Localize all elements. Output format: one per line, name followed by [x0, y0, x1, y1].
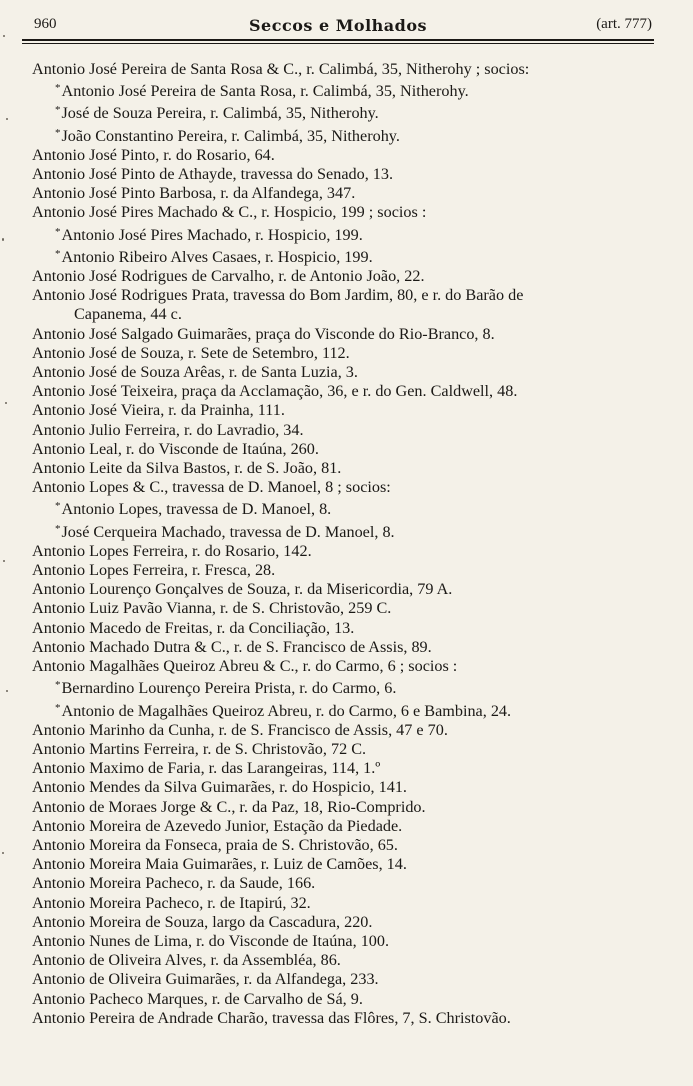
header-rule-thick — [22, 39, 654, 41]
entry-text: Antonio Julio Ferreira, r. do Lavradio, 34. — [32, 420, 304, 439]
entry-text: Antonio Moreira da Fonseca, praia de S. Christovão, 65. — [32, 835, 398, 854]
entry-text: Antonio Lopes Ferreira, r. Fresca, 28. — [32, 561, 276, 580]
entry-text: Antonio Lopes, travessa de D. Manoel, 8. — [61, 500, 332, 519]
partner-marker: * — [55, 225, 61, 238]
directory-entry — [0, 459, 693, 478]
directory-entry — [0, 561, 693, 580]
entry-text: Antonio Leal, r. do Visconde de Itaúna, 260. — [32, 439, 319, 458]
partner-entry — [0, 223, 693, 245]
directory-entry — [0, 759, 693, 778]
directory-entry — [0, 638, 693, 657]
print-speck — [6, 118, 8, 120]
entry-text: João Constantino Pereira, r. Calimbá, 35, Nitherohy. — [61, 126, 400, 145]
entry-text: José de Souza Pereira, r. Calimbá, 35, Nitherohy. — [61, 104, 379, 123]
entry-text: Antonio José de Souza, r. Sete de Setembro, 112. — [32, 343, 350, 362]
entry-text: Antonio José Pires Machado & C., r. Hospicio, 199 ; socios : — [32, 203, 427, 222]
directory-entry — [0, 932, 693, 951]
entry-text: Bernardino Lourenço Pereira Prista, r. do Carmo, 6. — [61, 679, 397, 698]
entry-text: Antonio Pereira de Andrade Charão, travessa das Flôres, 7, S. Christovão. — [32, 1008, 511, 1027]
directory-entry — [0, 836, 693, 855]
header-rule-thin — [22, 43, 654, 44]
directory-entry — [0, 913, 693, 932]
entry-text: Antonio José Teixeira, praça da Acclamação, 36, e r. do Gen. Caldwell, 48. — [32, 382, 518, 401]
directory-entry — [0, 344, 693, 363]
entry-text: Antonio Moreira Pacheco, r. da Saude, 166. — [32, 874, 316, 893]
directory-entry — [0, 599, 693, 618]
page-number: 960 — [34, 16, 57, 32]
partner-marker: * — [55, 679, 61, 692]
partner-marker: * — [55, 522, 61, 535]
directory-entry — [0, 1009, 693, 1028]
partner-entry — [0, 497, 693, 519]
entry-text: Antonio José Pinto Barbosa, r. da Alfandega, 347. — [32, 184, 356, 203]
partner-entry — [0, 101, 693, 123]
entry-text: Antonio José Salgado Guimarães, praça do Visconde do Rio-Branco, 8. — [32, 324, 495, 343]
entry-text: Antonio Nunes de Lima, r. do Visconde de Itaúna, 100. — [32, 931, 390, 950]
entry-text: Antonio Martins Ferreira, r. de S. Christovão, 72 C. — [32, 739, 367, 758]
partner-entry — [0, 245, 693, 267]
entry-text: Antonio Moreira de Azevedo Junior, Estação da Piedade. — [32, 816, 403, 835]
directory-entries — [0, 60, 693, 1028]
entry-text: Antonio Moreira Maia Guimarães, r. Luiz de Camões, 14. — [32, 855, 407, 874]
entry-text: Antonio de Moraes Jorge & C., r. da Paz, 18, Rio-Comprido. — [32, 797, 426, 816]
entry-continuation — [0, 305, 693, 324]
directory-entry — [0, 184, 693, 203]
directory-entry — [0, 363, 693, 382]
directory-entry — [0, 721, 693, 740]
directory-entry — [0, 60, 693, 79]
entry-text: Capanema, 44 c. — [74, 305, 182, 324]
directory-entry — [0, 542, 693, 561]
directory-entry — [0, 401, 693, 420]
print-speck — [2, 852, 4, 854]
partner-entry — [0, 699, 693, 721]
partner-marker: * — [55, 500, 61, 513]
entry-text: Antonio Leite da Silva Bastos, r. de S. João, 81. — [32, 459, 342, 478]
partner-marker: * — [55, 82, 61, 95]
entry-text: Antonio Moreira Pacheco, r. de Itapirú, 32. — [32, 893, 311, 912]
directory-entry — [0, 203, 693, 222]
entry-text: Antonio Lourenço Gonçalves de Souza, r. da Misericordia, 79 A. — [32, 580, 453, 599]
entry-text: Antonio Marinho da Cunha, r. de S. Francisco de Assis, 47 e 70. — [32, 720, 448, 739]
directory-entry — [0, 951, 693, 970]
directory-entry — [0, 580, 693, 599]
entry-text: Antonio de Oliveira Alves, r. da Assembléa, 86. — [32, 951, 341, 970]
directory-entry — [0, 657, 693, 676]
directory-entry — [0, 286, 693, 305]
directory-entry — [0, 894, 693, 913]
entry-text: Antonio José Pereira de Santa Rosa & C., r. Calimbá, 35, Nitherohy ; socios: — [32, 60, 530, 78]
entry-text: Antonio Pacheco Marques, r. de Carvalho de Sá, 9. — [32, 989, 363, 1008]
entry-text: Antonio José Pires Machado, r. Hospicio, 199. — [61, 225, 363, 244]
print-speck — [3, 560, 5, 562]
entry-text: Antonio de Magalhães Queiroz Abreu, r. do Carmo, 6 e Bambina, 24. — [61, 701, 512, 720]
print-speck — [6, 690, 8, 692]
partner-entry — [0, 676, 693, 698]
section-title: Seccos e Molhados — [248, 16, 428, 35]
entry-text: Antonio Ribeiro Alves Casaes, r. Hospicio, 199. — [61, 247, 373, 266]
partner-entry — [0, 124, 693, 146]
directory-entry — [0, 478, 693, 497]
partner-marker: * — [55, 247, 61, 260]
entry-text: Antonio Machado Dutra & C., r. de S. Francisco de Assis, 89. — [32, 637, 432, 656]
directory-entry — [0, 817, 693, 836]
entry-text: Antonio Moreira de Souza, largo da Cascadura, 220. — [32, 912, 373, 931]
print-speck — [3, 35, 5, 37]
directory-entry — [0, 165, 693, 184]
directory-entry — [0, 855, 693, 874]
directory-entry — [0, 990, 693, 1009]
page-header — [22, 14, 654, 38]
directory-entry — [0, 970, 693, 989]
partner-marker: * — [55, 701, 61, 714]
directory-entry — [0, 146, 693, 165]
entry-text: Antonio Mendes da Silva Guimarães, r. do Hospicio, 141. — [32, 778, 407, 797]
directory-entry — [0, 325, 693, 344]
article-reference: (art. 777) — [596, 16, 652, 32]
entry-text: Antonio José Pinto, r. do Rosario, 64. — [32, 145, 275, 164]
entry-text: Antonio Lopes & C., travessa de D. Manoel, 8 ; socios: — [32, 478, 391, 497]
print-speck — [2, 238, 4, 241]
entry-text: Antonio José Pinto de Athayde, travessa do Senado, 13. — [32, 165, 394, 184]
print-speck — [5, 402, 7, 404]
partner-entry — [0, 79, 693, 101]
directory-entry — [0, 619, 693, 638]
partner-marker: * — [55, 126, 61, 139]
entry-text: Antonio Maximo de Faria, r. das Larangeiras, 114, 1.º — [32, 759, 381, 778]
entry-text: Antonio José Vieira, r. da Prainha, 111. — [32, 401, 285, 420]
entry-text: José Cerqueira Machado, travessa de D. Manoel, 8. — [61, 522, 395, 541]
entry-text: Antonio Macedo de Freitas, r. da Conciliação, 13. — [32, 618, 355, 637]
directory-entry — [0, 798, 693, 817]
directory-entry — [0, 382, 693, 401]
directory-entry — [0, 740, 693, 759]
directory-entry — [0, 421, 693, 440]
partner-entry — [0, 520, 693, 542]
entry-text: Antonio de Oliveira Guimarães, r. da Alfandega, 233. — [32, 970, 379, 989]
entry-text: Antonio Lopes Ferreira, r. do Rosario, 142. — [32, 541, 312, 560]
directory-entry — [0, 267, 693, 286]
directory-entry — [0, 874, 693, 893]
entry-text: Antonio José de Souza Arêas, r. de Santa Luzia, 3. — [32, 363, 358, 382]
entry-text: Antonio José Pereira de Santa Rosa, r. Calimbá, 35, Nitherohy. — [61, 82, 469, 101]
entry-text: Antonio José Rodrigues Prata, travessa do Bom Jardim, 80, e r. do Barão de — [32, 286, 524, 305]
directory-entry — [0, 778, 693, 797]
entry-text: Antonio José Rodrigues de Carvalho, r. de Antonio João, 22. — [32, 267, 425, 286]
entry-text: Antonio Magalhães Queiroz Abreu & C., r. do Carmo, 6 ; socios : — [32, 657, 458, 676]
directory-entry — [0, 440, 693, 459]
partner-marker: * — [55, 104, 61, 117]
entry-text: Antonio Luiz Pavão Vianna, r. de S. Christovão, 259 C. — [32, 599, 392, 618]
